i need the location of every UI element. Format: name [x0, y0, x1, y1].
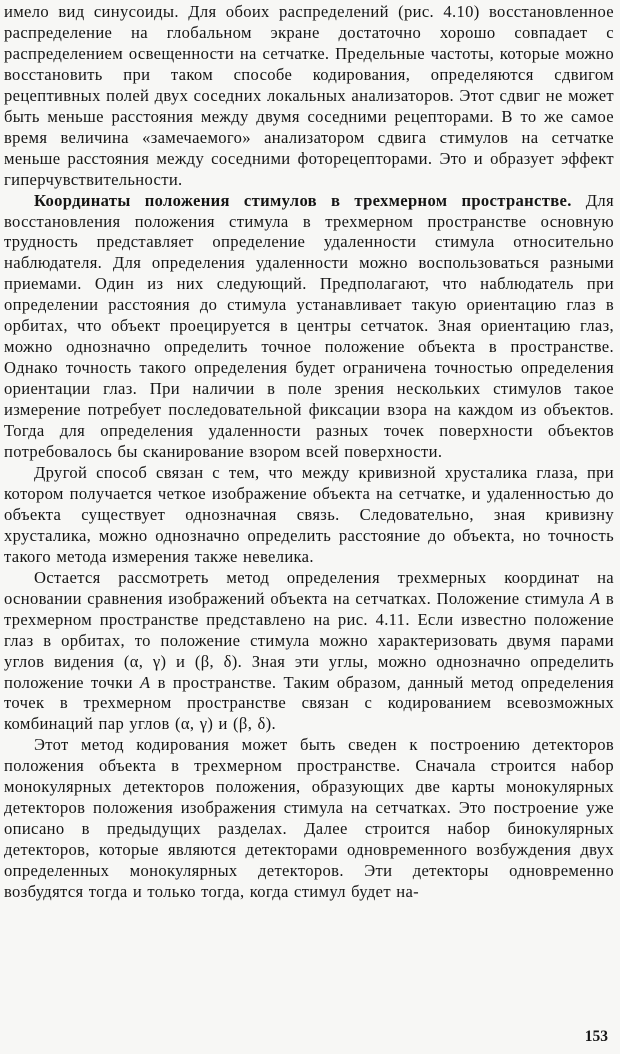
point-a-label: А [589, 588, 601, 608]
paragraph-4-segment-2: в трехмерном пространстве представлено на рис. 4.11. Если известно положение глаз в орбитах, то положение стимула можно характеризовать двумя парами углов видения (α, γ) и (β, δ). Зная эти углы, можно однозначно определить положение точки [4, 588, 614, 692]
section-heading: Координаты положения стимулов в трехмерном пространстве. [34, 190, 572, 210]
paragraph-5 [4, 735, 614, 903]
body-text [4, 2, 614, 903]
paragraph-1 [4, 2, 614, 191]
paragraph-2-text: Для восстановления положения стимула в трехмерном пространстве основную трудность представляет определение удаленности стимула относительно наблюдателя. Для определения удаленности можно воспользоваться разными приемами. Один из них следующий. Предполагают, что наблюдатель при определении расстояния до стимула устанавливает такую ориентацию глаз в орбитах, что объект проецируется в центры сетчаток. Зная ориентацию глаз, можно однозначно определить точное положение объекта в пространстве. Однако точность такого определения будет ограничена точностью определения ориентации глаз. При наличии в поле зрения нескольких стимулов такое измерение потребует последовательной фиксации взора на каждом из объектов. Тогда для определения удаленности разных точек поверхности объектов потребовалось бы сканирование взором всей поверхности. [4, 190, 614, 462]
paragraph-1-text: имело вид синусоиды. Для обоих распределений (рис. 4.10) восстановленное распределение на глобальном экране достаточно хорошо совпадает с распределением освещенности на сетчатке. Предельные частоты, которые можно восстановить при таком способе кодирования, определяются сдвигом рецептивных полей двух соседних локальных анализаторов. Этот сдвиг не может быть меньше расстояния между двумя соседними рецепторами. В то же самое время величина «замечаемого» анализатором сдвига стимулов на сетчатке меньше расстояния между соседними фоторецепторами. Это и образует эффект гиперчувствительности. [4, 2, 614, 189]
paragraph-2 [4, 191, 614, 463]
paragraph-4 [4, 568, 614, 736]
point-a-label-second: А [140, 672, 151, 692]
paragraph-3-text: Другой способ связан с тем, что между кривизной хрусталика глаза, при котором получается четкое изображение объекта на сетчатке, и удаленностью до объекта существует однозначная связь. Следовательно, зная кривизну хрусталика, можно однозначно определить расстояние до объекта, но точность такого метода измерения также невелика. [4, 462, 614, 566]
book-page [4, 0, 616, 1054]
paragraph-4-segment-3: в пространстве. Таким образом, данный метод определения точек в трехмерном пространстве связан с кодированием всевозможных комбинаций пар углов (α, γ) и (β, δ). [4, 672, 614, 734]
page-number: 153 [584, 1028, 608, 1045]
paragraph-3 [4, 463, 614, 568]
paragraph-4-segment-1: Остается рассмотреть метод определения трехмерных координат на основании сравнения изображений объекта на сетчатках. Положение стимула [4, 567, 614, 608]
paragraph-5-text: Этот метод кодирования может быть сведен к построению детекторов положения объекта в трехмерном пространстве. Сначала строится набор монокулярных детекторов положения, образующих две карты монокулярных детекторов положения изображения стимула на сетчатках. Это построение уже описано в предыдущих разделах. Далее строится набор бинокулярных детекторов, которые являются детекторами одновременного возбуждения двух определенных монокулярных детекторов. Эти детекторы одновременно возбудятся тогда и только тогда, когда стимул будет на- [4, 735, 614, 902]
